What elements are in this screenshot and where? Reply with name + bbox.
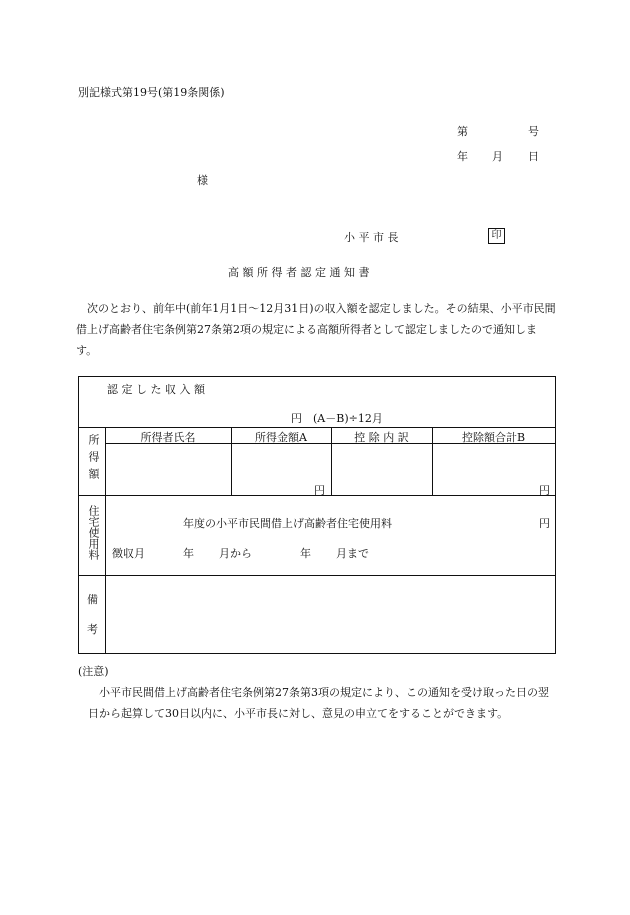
header-deduction-total: 控除額合計B <box>461 431 526 444</box>
yen-income-amount: 円 <box>314 484 325 497</box>
date-year-label: 年 <box>457 150 468 163</box>
income-table <box>78 376 556 654</box>
income-formula: 円 (A－B)÷12月 <box>291 412 383 425</box>
header-income-amount: 所得金額A <box>255 431 307 444</box>
body-paragraph: 次のとおり、前年中(前年1月1日～12月31日)の収入額を認定しました。その結果、小平市民間借上げ高齢者住宅条例第27条第2項の規定による高額所得者として認定しましたので通知します。 <box>76 302 556 357</box>
collection-year2: 年 <box>300 547 311 560</box>
note-heading: (注意) <box>78 665 109 678</box>
collection-year1: 年 <box>183 547 194 560</box>
row-divider <box>79 427 555 428</box>
number-suffix: 号 <box>528 125 539 138</box>
addressee-suffix: 様 <box>197 174 208 187</box>
number-prefix: 第 <box>457 125 468 138</box>
yen-deduction-total: 円 <box>539 484 550 497</box>
rent-section-label: 住宅使用料 <box>87 505 100 560</box>
form-id: 別記様式第19号(第19条関係) <box>78 86 225 99</box>
collection-until: 月まで <box>336 547 369 560</box>
document-title: 高 額 所 得 者 認 定 通 知 書 <box>228 266 370 279</box>
date-day-label: 日 <box>528 150 539 163</box>
seal-mark: 印 <box>488 228 505 244</box>
issuer: 小 平 市 長 <box>344 231 399 244</box>
collection-from: 月から <box>219 547 252 560</box>
income-label: 認 定 し た 収 入 額 <box>107 383 205 396</box>
header-deduction-detail: 控 除 内 訳 <box>354 431 409 444</box>
collection-label: 徴収月 <box>112 547 145 560</box>
income-section-label: 所得額 <box>87 434 100 485</box>
date-month-label: 月 <box>492 150 503 163</box>
yen-rent: 円 <box>539 517 550 530</box>
note-text: 小平市民間借上げ高齢者住宅条例第27条第3項の規定により、この通知を受け取った日の翌日から起算して30日以内に、小平市長に対し、意見の申立てをすることができます。 <box>88 686 549 720</box>
remarks-row-divider <box>79 575 555 576</box>
rent-row-divider <box>79 495 555 496</box>
remarks-char-1: 備 <box>87 593 98 606</box>
label-column-divider <box>105 427 106 653</box>
remarks-char-2: 考 <box>87 623 98 636</box>
header-income-holder: 所得者氏名 <box>140 431 196 444</box>
rent-line: 年度の小平市民間借上げ高齢者住宅使用料 <box>183 517 392 530</box>
